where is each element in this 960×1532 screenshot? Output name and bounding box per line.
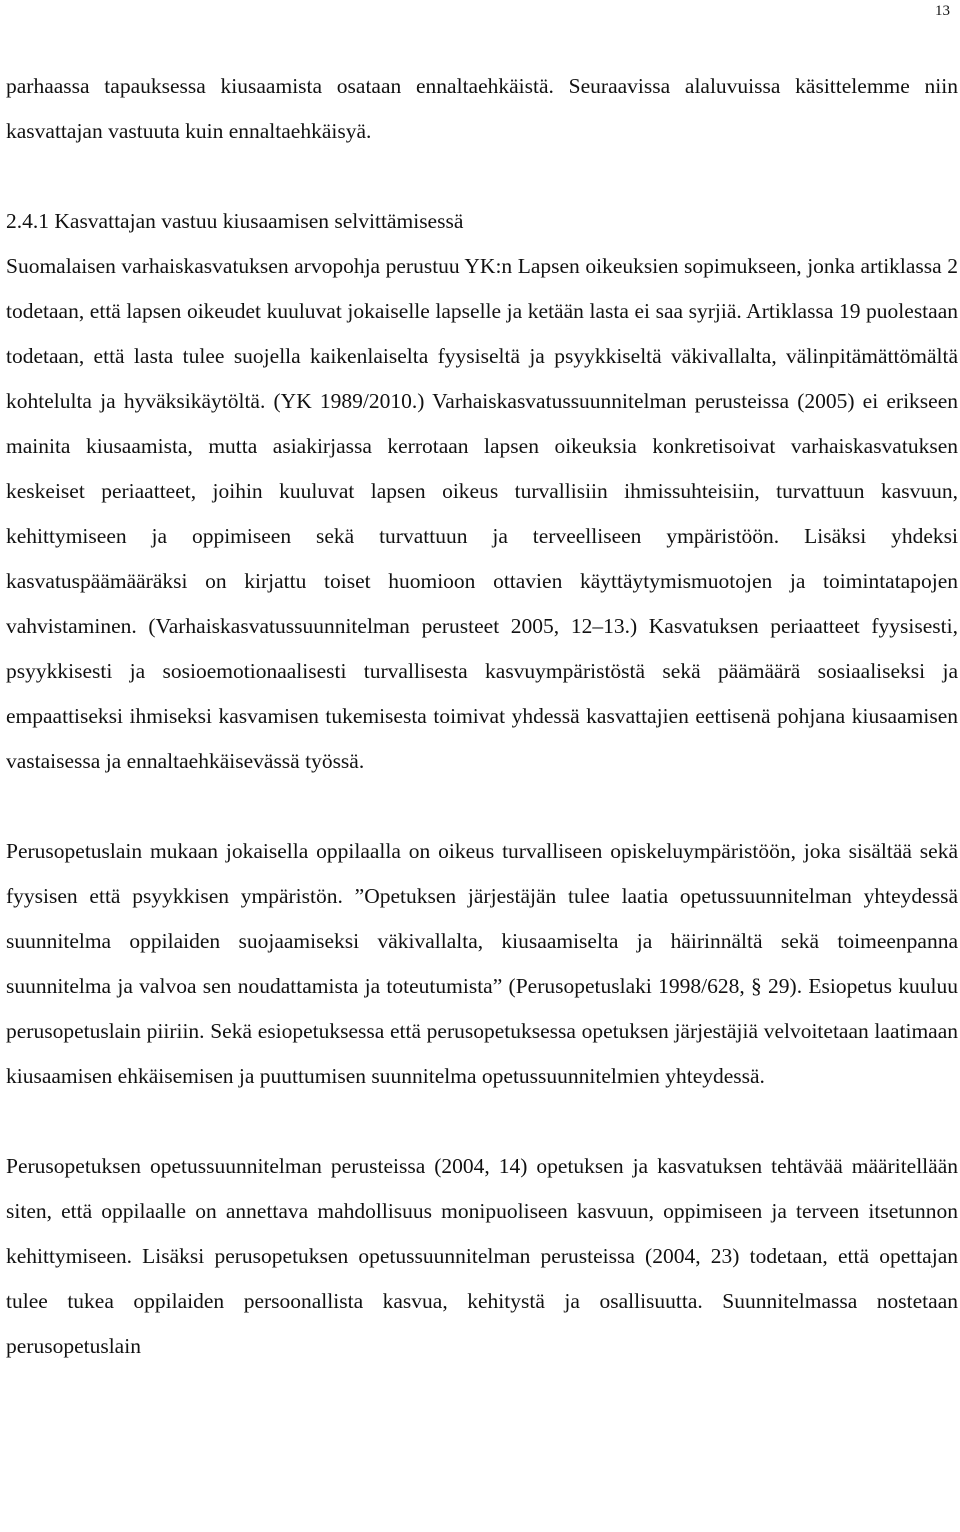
- paragraph-2: Perusopetuslain mukaan jokaisella oppilaalla on oikeus turvalliseen opiskeluympäristöön, joka sisältää sekä fyysisen että psyykkisen ympäristön. ”Opetuksen järjestäjän tulee laatia opetussuunnitelman yhteydessä suunnitelma oppilaiden suojaamiseksi väkivallalta, kiusaamiselta ja häirinnältä sekä toimeenpanna suunnitelma ja valvoa sen noudattamista ja toteutumista” (Perusopetuslaki 1998/628, § 29). Esiopetus kuuluu perusopetuslain piiriin. Sekä esiopetuksessa että perusopetuksessa opetuksen järjestäjiä velvoitetaan laatimaan kiusaamisen ehkäisemisen ja puuttumisen suunnitelma opetussuunnitelmien yhteydessä.: [6, 839, 958, 1088]
- section-heading: 2.4.1 Kasvattajan vastuu kiusaamisen selvittämisessä: [6, 209, 464, 233]
- page-number: 13: [935, 3, 950, 19]
- paragraph-3: Perusopetuksen opetussuunnitelman perusteissa (2004, 14) opetuksen ja kasvatuksen tehtävää määritellään siten, että oppilaalle on annettava mahdollisuus monipuoliseen kasvuun, oppimiseen ja terveen itsetunnon kehittymiseen. Lisäksi perusopetuksen opetussuunnitelman perusteissa (2004, 23) todetaan, että opettajan tulee tukea oppilaiden persoonallista kasvua, kehitystä ja osallisuutta. Suunnitelmassa nostetaan perusopetuslain: [6, 1154, 958, 1358]
- document-body: [6, 64, 958, 1369]
- paragraph-1: Suomalaisen varhaiskasvatuksen arvopohja perustuu YK:n Lapsen oikeuksien sopimukseen, jonka artiklassa 2 todetaan, että lapsen oikeudet kuuluvat jokaiselle lapselle ja ketään lasta ei saa syrjiä. Artiklassa 19 puolestaan todetaan, että lasta tulee suojella kaikenlaiselta fyysiseltä ja psyykkiseltä väkivallalta, välinpitämättömältä kohtelulta ja hyväksikäytöltä. (YK 1989/2010.) Varhaiskasvatussuunnitelman perusteissa (2005) ei erikseen mainita kiusaamista, mutta asiakirjassa kerrotaan lapsen oikeuksia konkretisoivat varhaiskasvatuksen keskeiset periaatteet, joihin kuuluvat lapsen oikeus turvallisiin ihmissuhteisiin, turvattuun kasvuun, kehittymiseen ja oppimiseen sekä turvattuun ja terveelliseen ympäristöön. Lisäksi yhdeksi kasvatuspäämääräksi on kirjattu toiset huomioon ottavien käyttäytymismuotojen ja toimintatapojen vahvistaminen. (Varhaiskasvatussuunnitelman perusteet 2005, 12–13.) Kasvatuksen periaatteet fyysisesti, psyykkisesti ja sosioemotionaalisesti turvallisesta kasvuympäristöstä sekä päämäärä sosiaaliseksi ja empaattiseksi ihmiseksi kasvamisen tukemisesta toimivat yhdessä kasvattajien eettisenä pohjana kiusaamisen vastaisessa ja ennaltaehkäisevässä työssä.: [6, 254, 958, 773]
- paragraph-intro: parhaassa tapauksessa kiusaamista osataan ennaltaehkäistä. Seuraavissa alaluvuissa käsittelemme niin kasvattajan vastuuta kuin ennaltaehkäisyä.: [6, 74, 958, 143]
